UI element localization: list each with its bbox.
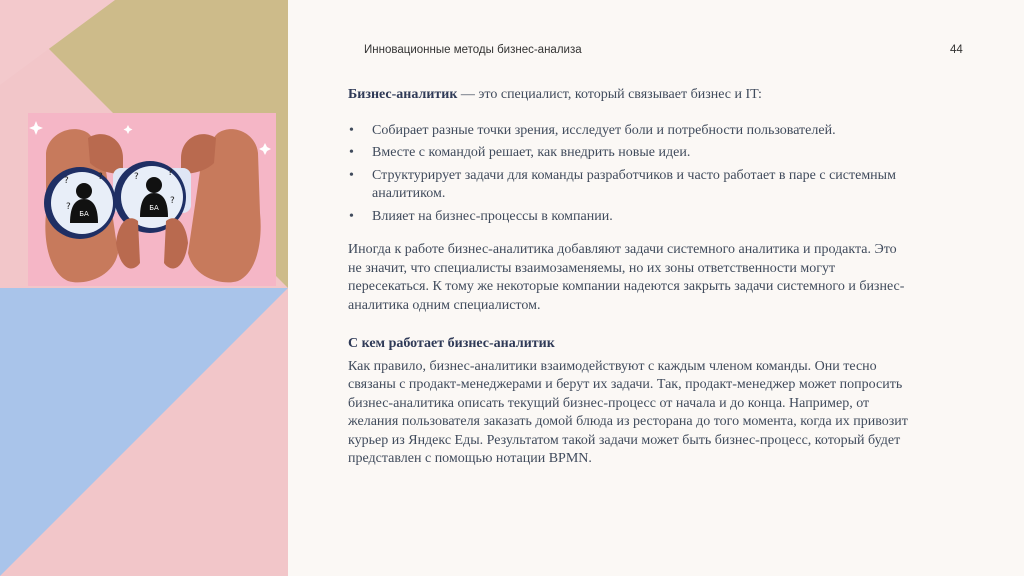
question-mark: ? (134, 172, 139, 182)
slide-content (348, 86, 908, 469)
decorative-panel (0, 0, 288, 576)
bullet-icon: • (349, 208, 354, 224)
question-mark: ? (98, 172, 103, 182)
bullet-icon: • (349, 167, 354, 183)
geometric-background (0, 0, 288, 576)
bullet-text: Вместе с командой решает, как внедрить новые идеи. (372, 145, 691, 160)
bullet-item (348, 122, 908, 141)
question-mark: ? (66, 202, 71, 212)
intro-paragraph (348, 86, 908, 105)
binoculars-illustration (28, 113, 276, 286)
body-paragraph: Иногда к работе бизнес-аналитика добавляют задачи системного аналитика и продакта. Это не значит, что специалисты взаимозаменяемы, но их зоны ответственности могут пересекаться. К тому же некоторые компании надеются закрыть задачи системного и бизнес-аналитика одним специалистом. (348, 242, 905, 313)
section-body: Как правило, бизнес-аналитики взаимодействуют с каждым членом команды. Они тесно связаны с продакт-менеджерами и берут их задачи. Так, продакт-менеджер может попросить бизнес-аналитика описать текущий бизнес-процесс от начала и до конца. Например, от желания пользователя заказать домой блюда из ресторана до того момента, когда их привозит курьер из Яндекс Еды. Результатом такой задачи может быть бизнес-процесс, который будет представлен с помощью нотации BPMN. (348, 358, 908, 466)
bullet-text: Влияет на бизнес-процессы в компании. (372, 208, 613, 224)
bullet-item (348, 208, 908, 227)
bullet-item (348, 167, 908, 204)
page-number: 44 (950, 44, 963, 56)
badge-right: БА (149, 204, 159, 212)
question-mark: ? (64, 176, 69, 186)
bullet-icon: • (349, 145, 354, 160)
section-heading: С кем работает бизнес-аналитик (348, 336, 555, 351)
bullet-list (348, 122, 908, 227)
badge-left: БА (79, 210, 89, 218)
bullet-text: Собирает разные точки зрения, исследует боли и потребности пользователей. (372, 122, 836, 138)
question-mark: ? (170, 196, 175, 206)
slide-header-title: Инновационные методы бизнес-анализа (364, 44, 582, 56)
bullet-text: Структурирует задачи для команды разработчиков и часто работает в паре с системным аналитиком. (372, 167, 896, 201)
bullet-icon: • (349, 122, 354, 138)
intro-text: — это специалист, который связывает бизнес и IT: (457, 87, 762, 102)
question-mark: ? (168, 168, 173, 178)
bullet-item (348, 144, 908, 163)
intro-term: Бизнес-аналитик (348, 87, 458, 102)
